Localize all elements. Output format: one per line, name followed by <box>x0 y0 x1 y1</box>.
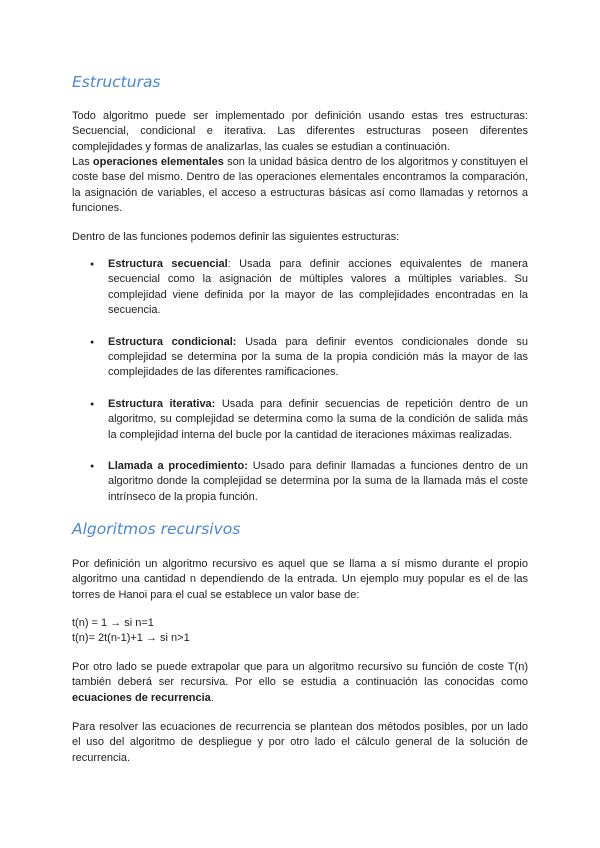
list-item-secuencial <box>72 257 528 319</box>
list-item-text: Usada para definir secuencias de repetición dentro de un algoritmo, su complejidad se determina como la suma de la condición de salida más la complejidad interna del bucle por la cantidad de iteraciones máximas realizadas. <box>108 397 528 441</box>
operaciones-elementales-bold: operaciones elementales <box>92 156 224 168</box>
list-item-iterativa <box>72 397 528 443</box>
paragraph-metodos: Para resolver las ecuaciones de recurrencia se plantean dos métodos posibles, por un lado el uso del algoritmo de despliegue y por otro lado el cálculo general de la solución de recurrencia. <box>72 721 528 764</box>
paragraph-coste-post: . <box>210 691 214 704</box>
paragraph-operaciones-post: son la unidad básica dentro de los algoritmos y constituyen el coste base del mismo. Dentro de las operaciones elementales encontramos la comparación, la asignación de variables, el acceso a estructuras básicas así como llamadas y retornos a funciones. <box>72 156 528 215</box>
paragraph-coste <box>72 660 528 706</box>
section-title-recursivos: Algoritmos recursivos <box>72 520 241 538</box>
list-item-text: Usado para definir llamadas a funciones dentro de un algoritmo donde la complejidad se determina por la suma de la llamada más el coste intrínseco de la propia función. <box>108 460 528 503</box>
structures-list <box>72 257 528 521</box>
list-item-bold: Llamada a procedimiento: <box>108 460 248 473</box>
list-item-bold: Estructura iterativa: <box>108 397 216 410</box>
paragraph-operaciones-pre: Las <box>72 156 93 168</box>
paragraph-recursivo-def: Por definición un algoritmo recursivo es aquel que se llama a sí mismo durante el propio algoritmo una cantidad n dependiendo de la entrada. Un ejemplo muy popular es el de las torres de Hanoi para el cual se establece un valor base de: <box>72 558 528 601</box>
formula-block <box>72 616 528 647</box>
list-item-procedimiento <box>72 459 528 505</box>
ecuaciones-recurrencia-bold: ecuaciones de recurrencia <box>72 691 211 704</box>
paragraph-coste-pre: Por otro lado se puede extrapolar que para un algoritmo recursivo su función de coste T(n) también deberá ser recursiva. Por ello se estudia a continuación las conocidas como <box>72 661 528 689</box>
paragraph-intro: Todo algoritmo puede ser implementado por definición usando estas tres estructuras: Secuencial, condicional e iterativa. Las diferentes estructuras poseen diferentes complejidades y formas de analizarlas, las cuales se estudian a continuación. <box>72 110 528 153</box>
paragraph-operaciones <box>72 155 528 217</box>
paragraph-funciones: Dentro de las funciones podemos definir las siguientes estructuras: <box>72 231 400 243</box>
list-item-bold: Estructura condicional: <box>108 335 237 348</box>
formula-base-case: t(n) = 1 → si n=1 <box>72 617 154 629</box>
formula-recursive-case: t(n)= 2t(n-1)+1 → si n>1 <box>72 632 190 645</box>
list-item-condicional <box>72 335 528 381</box>
list-item-bold: Estructura secuencial <box>108 258 228 270</box>
section-title-estructuras: Estructuras <box>72 73 161 91</box>
list-item-text: Usada para definir eventos condicionales donde su complejidad se determina por la suma de la propia condición más la mayor de las complejidades de las diferentes ramificaciones. <box>108 335 528 379</box>
list-item-text: : Usada para definir acciones equivalentes de manera secuencial como la asignación de múltiples valores a múltiples variables. Su complejidad viene definida por la mayor de las complejidades encontradas en la secuencia. <box>108 258 528 317</box>
